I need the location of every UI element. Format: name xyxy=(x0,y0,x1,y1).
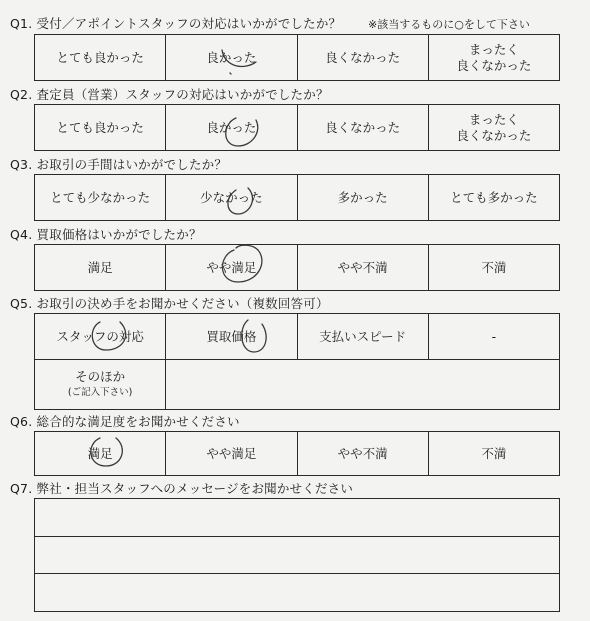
q4-option-somewhat-dissatisfied[interactable]: やや不満 xyxy=(297,245,428,291)
q5-label: Q5. お取引の決め手をお聞かせください（複数回答可） xyxy=(10,296,329,311)
q2-options xyxy=(34,104,560,151)
q1-option-not-good-at-all-label: まったく 良くなかった xyxy=(456,41,532,73)
q2-option-good[interactable]: 良かった xyxy=(166,105,297,151)
q3-option-very-few[interactable]: とても少なかった xyxy=(35,175,166,221)
q4-options xyxy=(34,244,560,291)
q3-label: Q3. お取引の手間はいかがでしたか？ xyxy=(10,157,228,172)
q6-option-somewhat-satisfied[interactable]: やや満足 xyxy=(166,432,297,476)
q1-option-not-good-at-all[interactable] xyxy=(428,35,559,81)
q4-label: Q4. 買取価格はいかがでしたか？ xyxy=(10,227,202,242)
q1-option-very-good[interactable]: とても良かった xyxy=(35,35,166,81)
q5-other-input[interactable] xyxy=(166,360,560,410)
q1-label: Q1. 受付／アポイントスタッフの対応はいかがでしたか？ xyxy=(10,16,342,31)
q4-option-somewhat-satisfied[interactable]: やや満足 xyxy=(166,245,297,291)
q6-option-dissatisfied[interactable]: 不満 xyxy=(428,432,559,476)
q1-option-good[interactable]: 良かった xyxy=(166,35,297,81)
q5-other-label: そのほか xyxy=(75,368,126,384)
q5-other-label-cell xyxy=(35,360,166,410)
q2-option-not-good-at-all[interactable] xyxy=(428,105,559,151)
q5-option-staff-service[interactable]: スタッフの対応 xyxy=(35,314,166,360)
q5-other-hint: (ご記入下さい) xyxy=(67,386,133,398)
q3-option-few[interactable]: 少なかった xyxy=(166,175,297,221)
q5-options xyxy=(34,313,560,410)
q3-option-very-many[interactable]: とても多かった xyxy=(428,175,559,221)
q6-option-somewhat-dissatisfied[interactable]: やや不満 xyxy=(297,432,428,476)
q7-line-2 xyxy=(35,573,559,574)
instruction-note: ※該当するものに○をして下さい xyxy=(368,18,530,31)
q1-options xyxy=(34,34,560,81)
q6-options xyxy=(34,431,560,476)
q2-label: Q2. 査定員（営業）スタッフの対応はいかがでしたか？ xyxy=(10,87,329,102)
q5-option-purchase-price[interactable]: 買取価格 xyxy=(166,314,297,360)
q4-option-dissatisfied[interactable]: 不満 xyxy=(428,245,559,291)
q5-option-payment-speed[interactable]: 支払いスピード xyxy=(297,314,428,360)
q3-option-many[interactable]: 多かった xyxy=(297,175,428,221)
q2-option-not-good[interactable]: 良くなかった xyxy=(297,105,428,151)
q2-option-not-good-at-all-label: まったく 良くなかった xyxy=(456,111,532,143)
q6-label: Q6. 総合的な満足度をお聞かせください xyxy=(10,414,240,429)
q3-options xyxy=(34,174,560,221)
q6-option-satisfied[interactable]: 満足 xyxy=(35,432,166,476)
q2-option-very-good[interactable]: とても良かった xyxy=(35,105,166,151)
q4-option-satisfied[interactable]: 満足 xyxy=(35,245,166,291)
q1-option-not-good[interactable]: 良くなかった xyxy=(297,35,428,81)
q7-message-box[interactable] xyxy=(34,498,560,612)
q5-option-blank: - xyxy=(428,314,559,360)
q7-label: Q7. 弊社・担当スタッフへのメッセージをお聞かせください xyxy=(10,481,354,496)
q7-line-1 xyxy=(35,536,559,537)
